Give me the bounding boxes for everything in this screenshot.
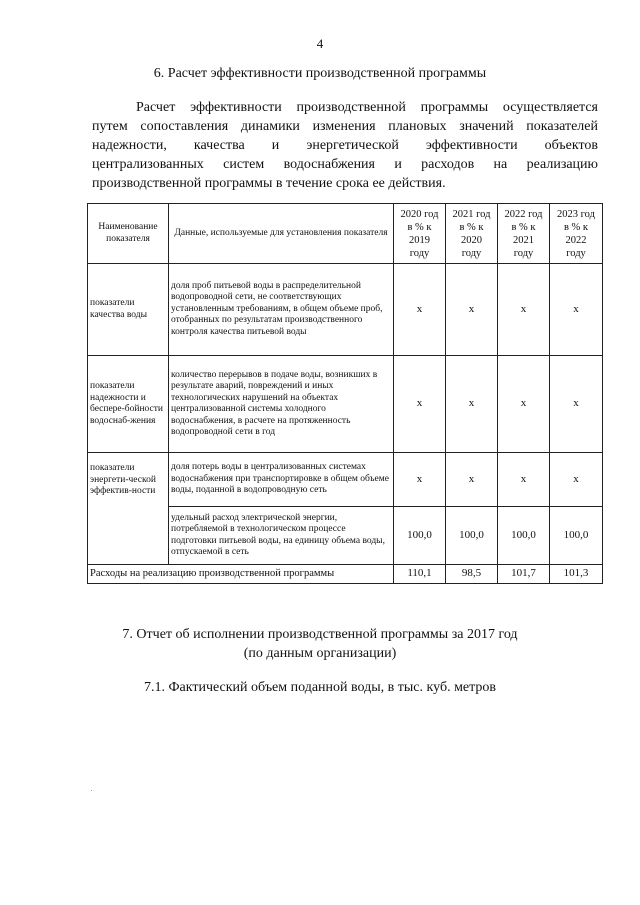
section-7-title xyxy=(0,625,640,663)
table-row xyxy=(88,356,603,453)
header-indicator-name: Наименование показателя xyxy=(88,204,169,264)
value-cell: x xyxy=(498,453,550,507)
value-cell: x xyxy=(446,264,498,356)
section-6-title: 6. Расчет эффективности производственной программы xyxy=(153,66,487,81)
section-7-1-title: 7.1. Фактический объем поданной воды, в тыс. куб. метров xyxy=(143,680,497,695)
header-data-used: Данные, используемые для установления показателя xyxy=(169,204,394,264)
value-cell: 100,0 xyxy=(550,507,603,565)
value-cell: x xyxy=(446,356,498,453)
row-data-description: количество перерывов в подаче воды, возникших в результате аварий, повреждений и иных технологических нарушений на объектах централизованной системы холодного водоснабжения, в расчете на протяженность водопроводной сети в год xyxy=(169,356,394,453)
section-7-title-line2: (по данным организации) xyxy=(243,646,397,661)
page-number: 4 xyxy=(316,36,324,51)
paragraph-line: Расчет эффективности производственной программы осуществляется xyxy=(136,100,598,115)
efficiency-table xyxy=(87,203,603,584)
table-row xyxy=(88,264,603,356)
total-value-cell: 101,3 xyxy=(550,565,603,584)
row-data-description: удельный расход электрической энергии, потребляемой в технологическом процессе подготовки питьевой воды, на единицу объема воды, отпускаемой в сеть xyxy=(169,507,394,565)
paragraph-line: централизованных систем водоснабжения и расходов на реализацию xyxy=(92,157,598,172)
value-cell: x xyxy=(394,264,446,356)
header-year-2021: 2021 год в % к 2020 году xyxy=(446,204,498,264)
indicator-energy-efficiency: показатели энергети-ческой эффектив-ности xyxy=(88,453,169,565)
row-data-description: доля потерь воды в централизованных системах водоснабжения при транспортировке в общем объеме воды, поданной в водопроводную сеть xyxy=(169,453,394,507)
value-cell: 100,0 xyxy=(498,507,550,565)
value-cell: 100,0 xyxy=(394,507,446,565)
value-cell: x xyxy=(498,356,550,453)
table-header-row xyxy=(88,204,603,264)
value-cell: x xyxy=(550,356,603,453)
header-year-2020: 2020 год в % к 2019 году xyxy=(394,204,446,264)
value-cell: x xyxy=(550,453,603,507)
table-total-row xyxy=(88,565,603,584)
paragraph-line: надежности, качества и энергетической эффективности объектов xyxy=(92,138,598,153)
row-data-description: доля проб питьевой воды в распределительной водопроводной сети, не соответствующих установленным требованиям, в общем объеме проб, отобранных по результатам производственного контроля качества питьевой воды xyxy=(169,264,394,356)
section-6-paragraph xyxy=(92,98,598,193)
indicator-reliability: показатели надежности и беспере-бойности водоснаб-жения xyxy=(88,356,169,453)
value-cell: 100,0 xyxy=(446,507,498,565)
total-value-cell: 110,1 xyxy=(394,565,446,584)
total-value-cell: 98,5 xyxy=(446,565,498,584)
value-cell: x xyxy=(394,453,446,507)
section-7-title-line1: 7. Отчет об исполнении производственной программы за 2017 год xyxy=(122,627,518,642)
total-label: Расходы на реализацию производственной программы xyxy=(88,565,394,584)
table-row xyxy=(88,453,603,507)
value-cell: x xyxy=(498,264,550,356)
paragraph-line: путем сопоставления динамики изменения плановых значений показателей xyxy=(92,119,598,134)
value-cell: x xyxy=(550,264,603,356)
total-value-cell: 101,7 xyxy=(498,565,550,584)
header-year-2023: 2023 год в % к 2022 году xyxy=(550,204,603,264)
header-year-2022: 2022 год в % к 2021 году xyxy=(498,204,550,264)
scan-speck xyxy=(91,790,92,791)
paragraph-line: производственной программы в течение срока ее действия. xyxy=(92,176,446,191)
value-cell: x xyxy=(394,356,446,453)
value-cell: x xyxy=(446,453,498,507)
indicator-water-quality: показатели качества воды xyxy=(88,264,169,356)
